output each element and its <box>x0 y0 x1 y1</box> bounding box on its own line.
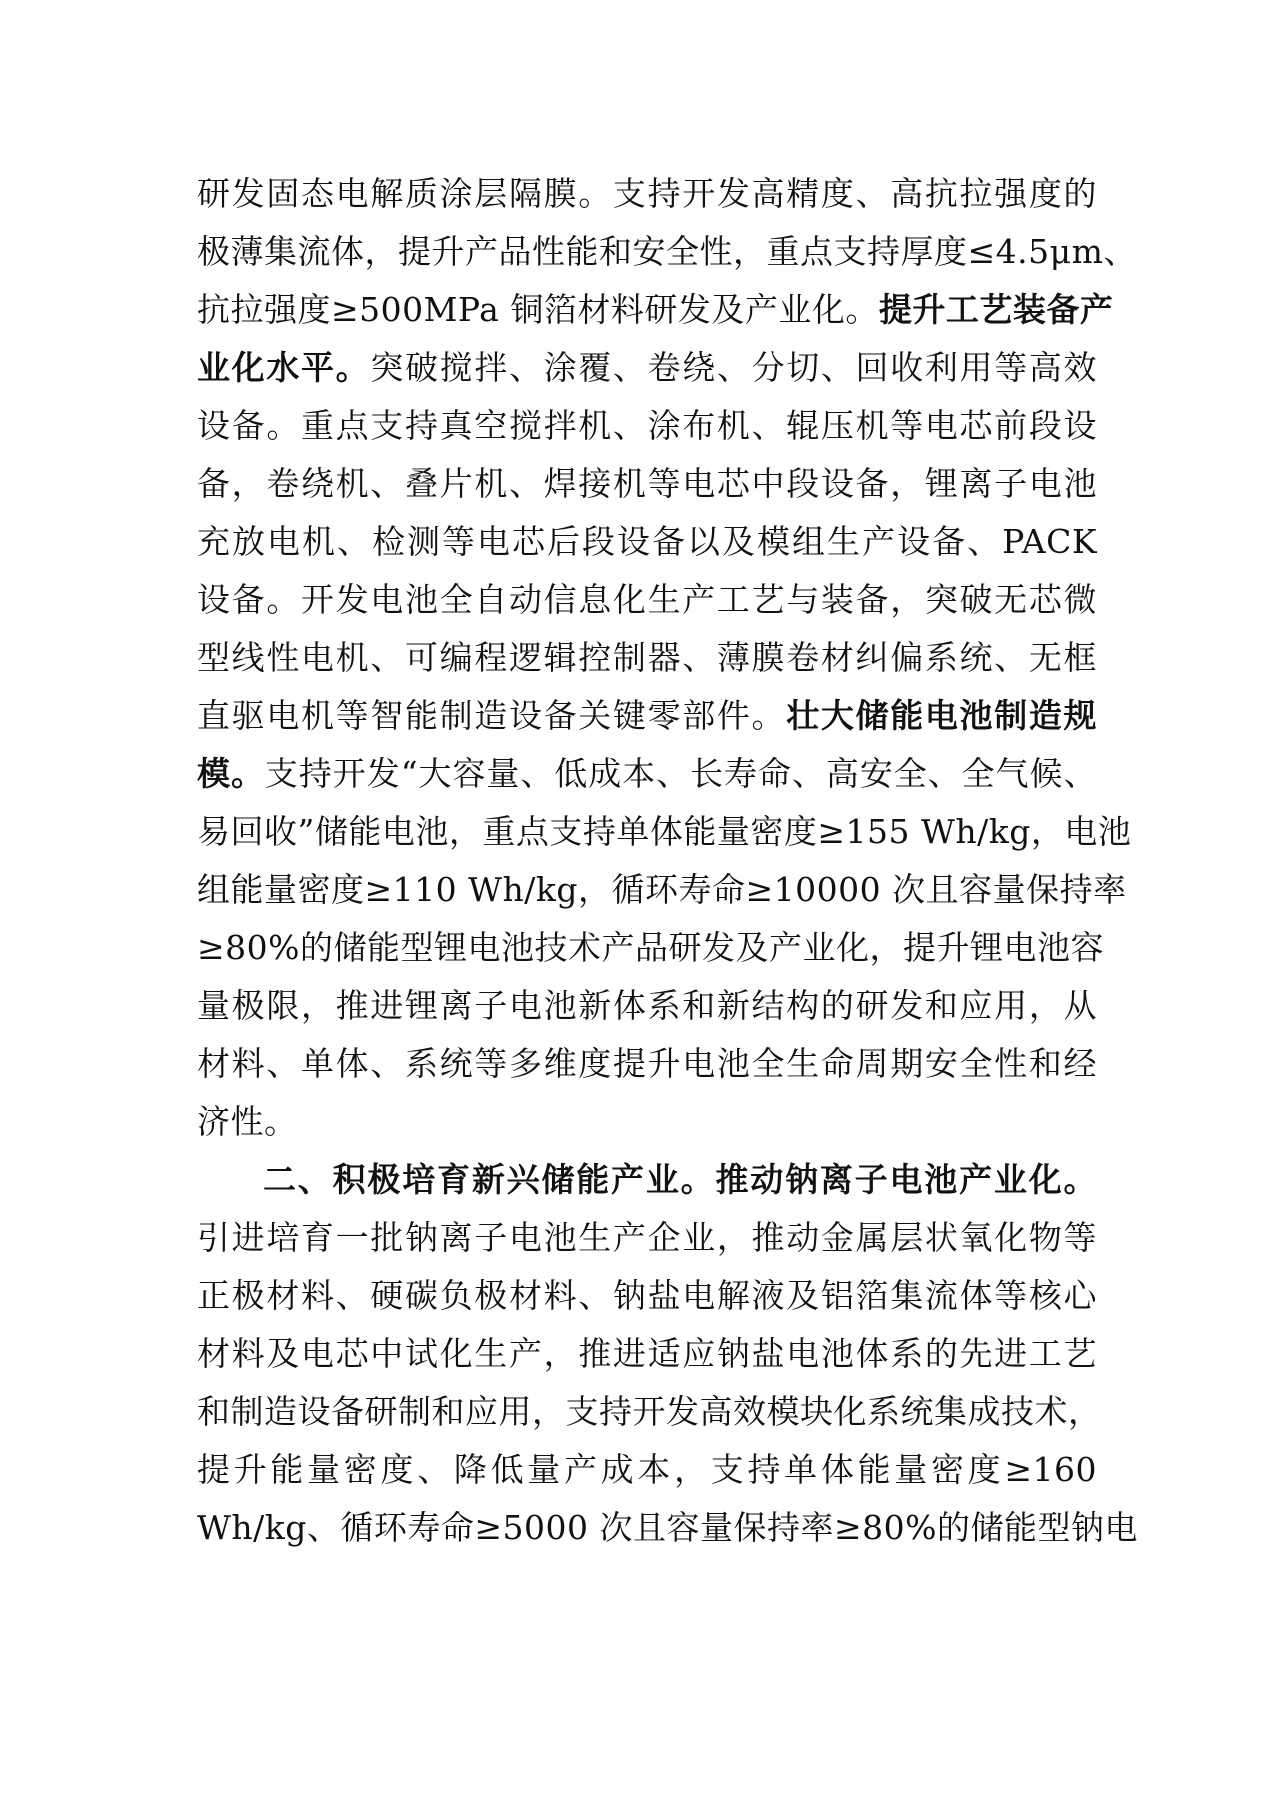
section-heading-segment: 业化水平。 <box>197 348 371 387</box>
section-heading-segment: 提升工艺装备产 <box>878 290 1114 329</box>
text-line <box>197 687 1097 745</box>
body-text <box>197 165 1139 1557</box>
text-line: 研发固态电解质涂层隔膜。支持开发高精度、高抗拉强度的 <box>197 174 1097 213</box>
text-line: 济性。 <box>197 1102 298 1141</box>
text-line: 极薄集流体，提升产品性能和安全性，重点支持厚度≤4.5μm、 <box>197 232 1137 271</box>
text-line: 组能量密度≥110 Wh/kg，循环寿命≥10000 次且容量保持率 <box>197 870 1127 909</box>
text-line <box>197 339 1097 397</box>
section-heading-segment: 模。 <box>197 754 265 793</box>
text-segment: 抗拉强度≥500MPa 铜箔材料研发及产业化。 <box>197 290 879 329</box>
text-line: 材料及电芯中试化生产，推进适应钠盐电池体系的先进工艺 <box>197 1334 1097 1373</box>
text-line: 设备。重点支持真空搅拌机、涂布机、辊压机等电芯前段设 <box>197 406 1097 445</box>
text-line: ≥80%的储能型锂电池技术产品研发及产业化，提升锂电池容 <box>197 928 1104 967</box>
text-line: 正极材料、硬碳负极材料、钠盐电解液及铝箔集流体等核心 <box>197 1276 1097 1315</box>
text-line: 材料、单体、系统等多维度提升电池全生命周期安全性和经 <box>197 1044 1097 1083</box>
section-heading-segment: 壮大储能电池制造规 <box>786 696 1098 735</box>
text-line: 引进培育一批钠离子电池生产企业，推动金属层状氧化物等 <box>197 1218 1097 1257</box>
text-line: 提升能量密度、降低量产成本，支持单体能量密度≥160 <box>197 1450 1097 1489</box>
text-line: Wh/kg、循环寿命≥5000 次且容量保持率≥80%的储能型钠电 <box>197 1508 1139 1547</box>
text-segment: 支持开发“大容量、低成本、长寿命、高安全、全气候、 <box>264 754 1098 793</box>
text-line <box>197 745 1097 803</box>
text-segment: 突破搅拌、涂覆、卷绕、分切、回收利用等高效 <box>370 348 1098 387</box>
text-line: 备，卷绕机、叠片机、焊接机等电芯中段设备，锂离子电池 <box>197 464 1097 503</box>
text-line: 易回收”储能电池，重点支持单体能量密度≥155 Wh/kg，电池 <box>197 812 1132 851</box>
text-line: 和制造设备研制和应用，支持开发高效模块化系统集成技术， <box>197 1392 1102 1431</box>
text-line: 型线性电机、可编程逻辑控制器、薄膜卷材纠偏系统、无框 <box>197 638 1097 677</box>
text-line: 量极限，推进锂离子电池新体系和新结构的研发和应用，从 <box>197 986 1097 1025</box>
text-line: 设备。开发电池全自动信息化生产工艺与装备，突破无芯微 <box>197 580 1097 619</box>
text-line: 充放电机、检测等电芯后段设备以及模组生产设备、PACK <box>197 522 1097 561</box>
section-heading-line: 二、积极培育新兴储能产业。推动钠离子电池产业化。 <box>263 1160 1097 1199</box>
text-segment: 直驱电机等智能制造设备关键零部件。 <box>197 696 787 735</box>
text-line <box>197 281 1114 339</box>
